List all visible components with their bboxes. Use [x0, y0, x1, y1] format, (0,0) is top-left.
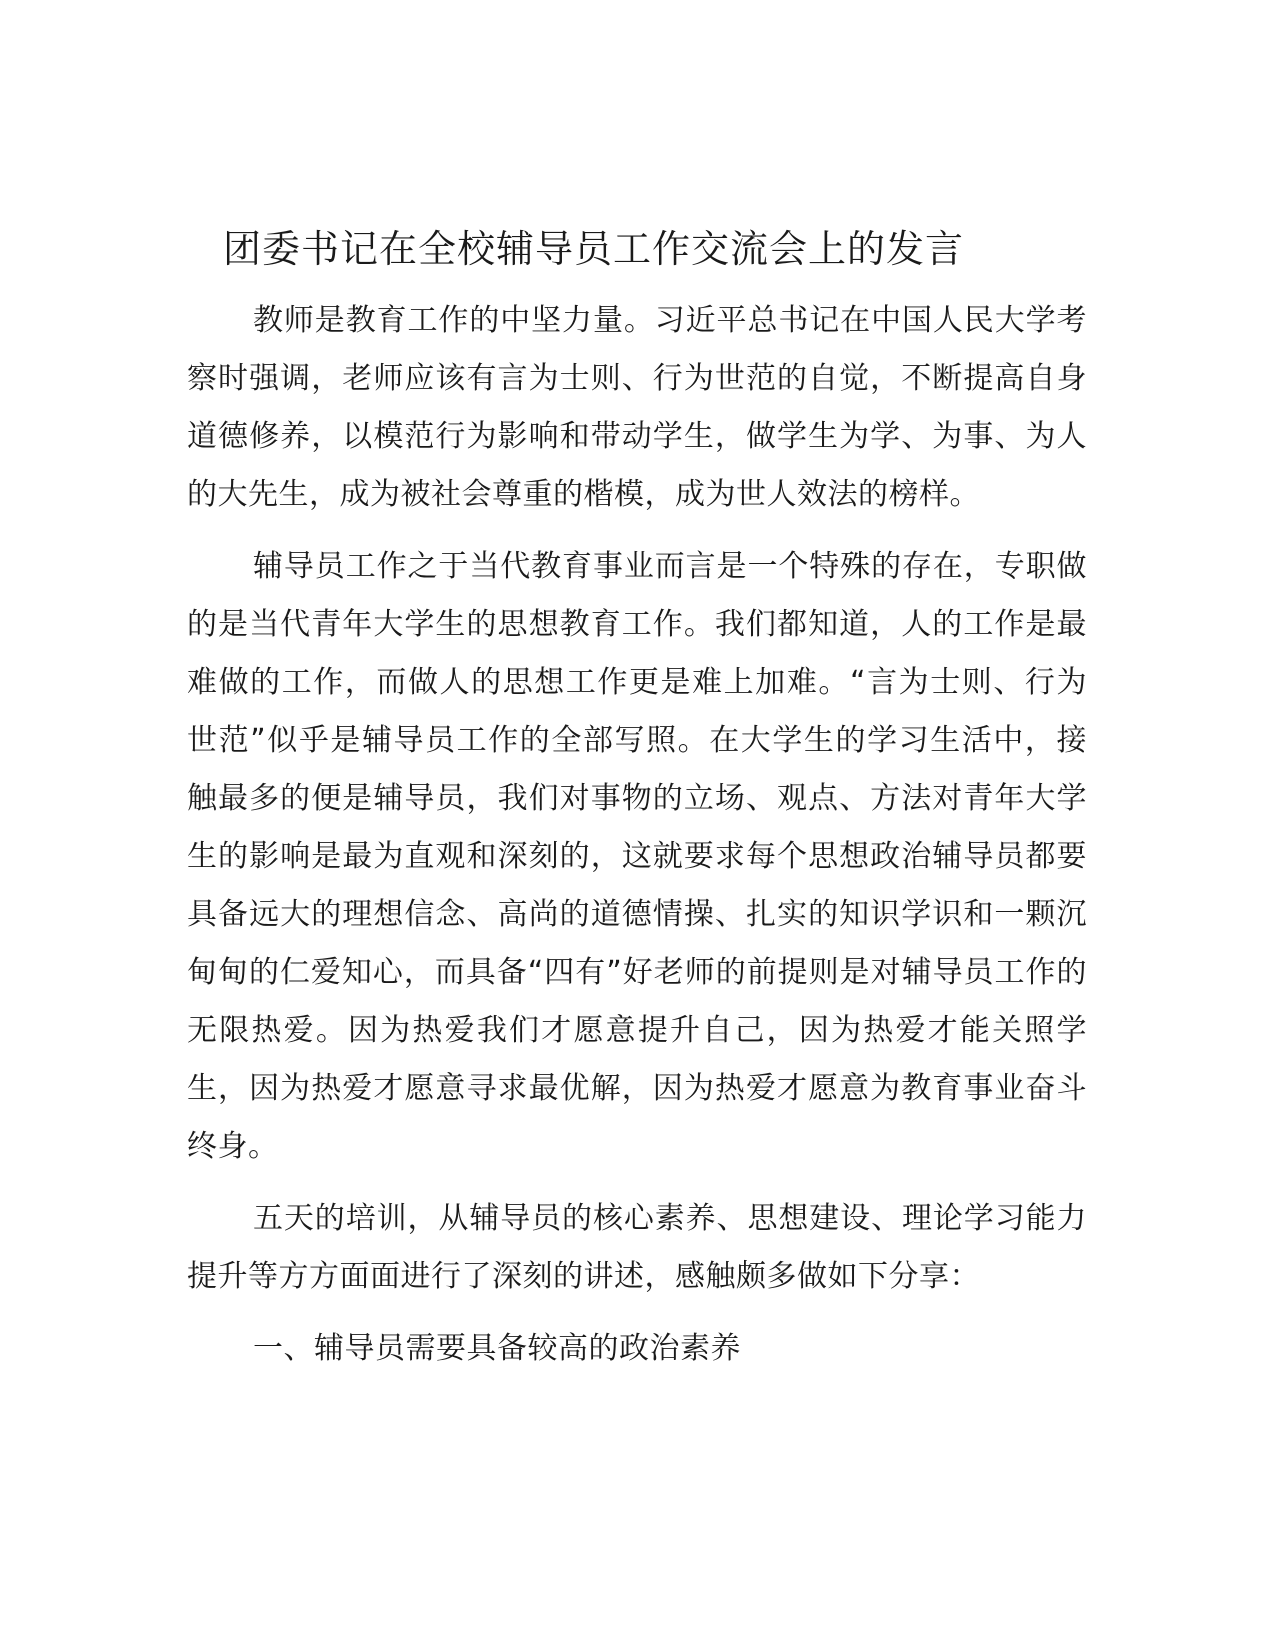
document-title: 团委书记在全校辅导员工作交流会上的发言 [223, 227, 965, 271]
document-body [187, 218, 1087, 1378]
section-heading: 一、辅导员需要具备较高的政治素养 [253, 1331, 741, 1366]
paragraph-1: 教师是教育工作的中坚力量。习近平总书记在中国人民大学考察时强调，老师应该有言为士则、行为世范的自觉，不断提高自身道德修养，以模范行为影响和带动学生，做学生为学、为事、为人的大先生，成为被社会尊重的楷模，成为世人效法的榜样。 [187, 303, 1087, 512]
paragraph-2: 辅导员工作之于当代教育事业而言是一个特殊的存在，专职做的是当代青年大学生的思想教育工作。我们都知道，人的工作是最难做的工作，而做人的思想工作更是难上加难。“言为士则、行为世范”似乎是辅导员工作的全部写照。在大学生的学习生活中，接触最多的便是辅导员，我们对事物的立场、观点、方法对青年大学生的影响是最为直观和深刻的，这就要求每个思想政治辅导员都要具备远大的理想信念、高尚的道德情操、扎实的知识学识和一颗沉甸甸的仁爱知心，而具备“四有”好老师的前提则是对辅导员工作的无限热爱。因为热爱我们才愿意提升自己，因为热爱才能关照学生，因为热爱才愿意寻求最优解，因为热爱才愿意为教育事业奋斗终身。 [187, 549, 1087, 1164]
paragraph-3: 五天的培训，从辅导员的核心素养、思想建设、理论学习能力提升等方方面面进行了深刻的讲述，感触颇多做如下分享： [187, 1201, 1087, 1294]
